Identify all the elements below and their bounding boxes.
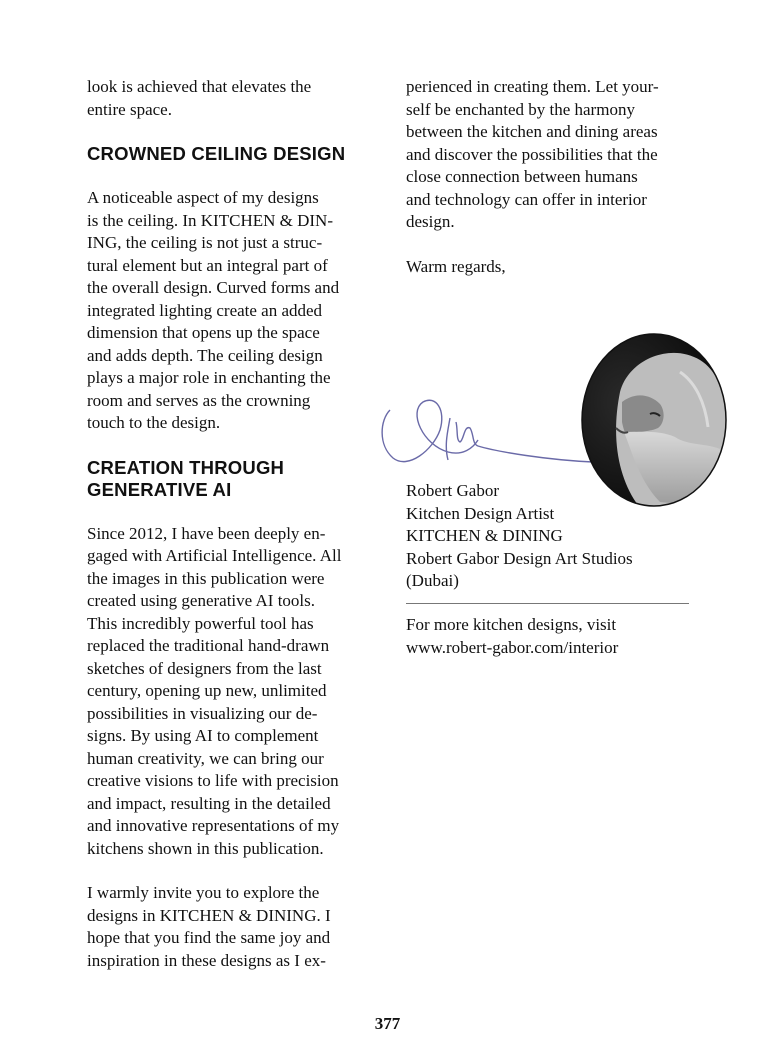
invite-text: I warmly invite you to explore the designs in KITCHEN & DINING. I hope that you find the same joy and inspiration in these designs as I ex- — [87, 883, 331, 970]
right-column — [406, 76, 691, 278]
publication-name: KITCHEN & DINING — [406, 526, 563, 545]
signature-area — [378, 330, 738, 490]
signature-block — [406, 480, 691, 593]
ai-heading: CREATION THROUGH GENERATIVE AI — [87, 456, 285, 500]
ceiling-heading: CROWNED CEILING DESIGN — [87, 143, 346, 164]
continuation-text: perienced in creating them. Let your- self be enchanted by the harmony between the kitchen and dining areas and discover the possibilities that the close connection between humans and technology can offer in interior design. — [406, 77, 659, 231]
divider-line — [406, 603, 689, 604]
ceiling-body: A noticeable aspect of my designs is the ceiling. In KITCHEN & DIN- ING, the ceiling is not just a struc- tural element but an integral part of the overall design. Curved forms and integrated lighting create an added dimension that opens up the space and adds depth. The ceiling design plays a major role in enchanting the room and serves as the crowning touch to the design. — [87, 188, 340, 432]
ai-body: Since 2012, I have been deeply en- gaged with Artificial Intelligence. All the images in this publication were created using generative AI tools. This incredibly powerful tool has replaced the traditional hand-drawn sketches of designers from the last century, opening up new, unlimited possibilities in visualizing our de- signs. By using AI to complement human creativity, we can bring our creative visions to life with precision and impact, resulting in the detailed and innovative representations of my kitchens shown in this publication. — [87, 523, 342, 858]
author-name: Robert Gabor — [406, 481, 500, 500]
page-number: 377 — [374, 1014, 401, 1033]
left-column — [87, 76, 372, 972]
more-info — [406, 614, 691, 659]
closing-text: Warm regards, — [406, 256, 506, 276]
studio-location: (Dubai) — [406, 571, 459, 590]
author-title: Kitchen Design Artist — [406, 503, 555, 523]
intro-text: look is achieved that elevates the entire space. — [87, 77, 312, 119]
studio-name: Robert Gabor Design Art Studios — [406, 548, 633, 568]
more-info-text: For more kitchen designs, visit www.robert-gabor.com/interior — [406, 615, 619, 657]
